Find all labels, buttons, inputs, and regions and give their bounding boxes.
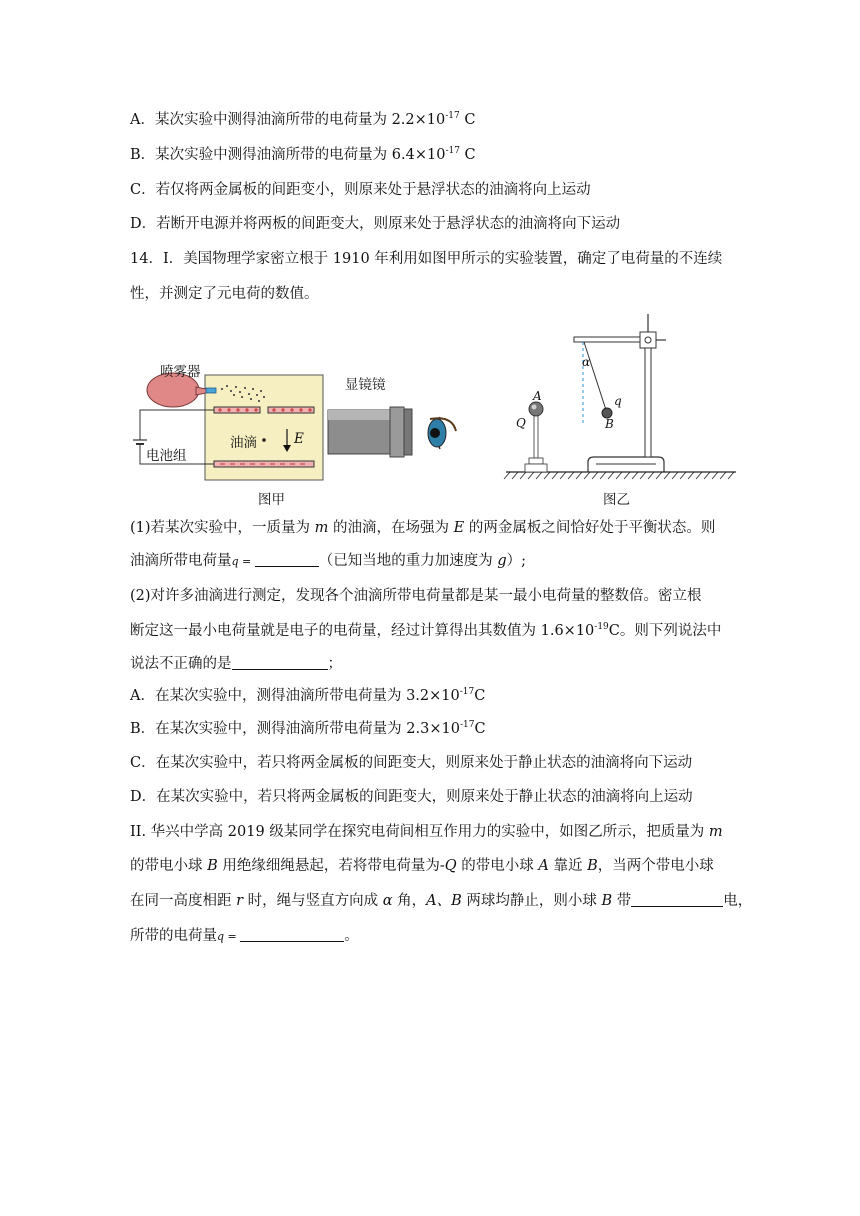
figure-jia	[130, 345, 460, 519]
q14-option-a: A．在某次实验中，测得油滴所带电荷量为 $3.2\times 10^{-17}C$	[130, 687, 486, 704]
oil-drop-label: 油滴	[230, 435, 257, 451]
figure-jia-caption: 图甲	[258, 492, 285, 508]
q14-part2-line1: (2)对许多油滴进行测定，发现各个油滴所带电荷量都是某一最小电荷量的整数倍。密立根	[130, 588, 702, 604]
figure-yi-caption: 图乙	[603, 492, 630, 508]
q13-option-b: B．某次实验中测得油滴所带的电荷量为 $6.4\times 10^{-17}$ C	[130, 146, 476, 163]
answer-blank-3[interactable]	[631, 892, 723, 907]
q14-part1-line2: 油滴所带电荷量q = （已知当地的重力加速度为 g）;	[130, 553, 527, 569]
field-e-label: E	[294, 431, 304, 447]
q14-part1-line1: (1)若某次实验中，一质量为 m 的油滴，在场强为 E 的两金属板之间恰好处于平衡状态。则	[130, 520, 716, 536]
charge-q-label: Q	[516, 416, 526, 430]
figure-yi	[498, 312, 738, 508]
answer-blank-4[interactable]	[240, 927, 344, 942]
ball-a-label: A	[533, 389, 542, 403]
q13-option-d: D．若断开电源并将两板的间距变大，则原来处于悬浮状态的油滴将向下运动	[130, 216, 621, 232]
ball-b-label: B	[605, 417, 614, 431]
battery-label: 电池组	[146, 448, 187, 464]
q14-part2-line2: 断定这一最小电荷量就是电子的电荷量，经过计算得出其数值为 $1.6\times 10^{-19}C$。则下列说法中	[130, 622, 722, 639]
q14-option-c: C．在某次实验中，若只将两金属板的间距变大，则原来处于静止状态的油滴将向下运动	[130, 755, 693, 771]
q14-intro-line2: 性，并测定了元电荷的数值。	[130, 286, 319, 302]
q13-option-a: A．某次实验中测得油滴所带的电荷量为 $2.2\times 10^{-17}$ C	[130, 111, 476, 128]
answer-blank-1[interactable]	[255, 552, 319, 567]
microscope-label: 显镜镜	[345, 377, 386, 393]
q14-option-d: D．在某次实验中，若只将两金属板的间距变大，则原来处于静止状态的油滴将向上运动	[130, 789, 693, 805]
q14-ii-line1: II. 华兴中学高 2019 级某同学在探究电荷间相互作用力的实验中，如图乙所示，把质量为 m	[130, 824, 723, 840]
q14-intro-line1: 14．I．美国物理学家密立根于 1910 年利用如图甲所示的实验装置，确定了电荷量的不连续	[130, 251, 723, 267]
sprayer-label: 喷雾器	[160, 364, 201, 380]
answer-blank-2[interactable]	[232, 655, 328, 670]
q14-part2-line3: 说法不正确的是 ；	[130, 656, 342, 672]
q14-ii-line2: 的带电小球 B 用绝缘细绳悬起，若将带电荷量为-Q 的带电小球 A 靠近 B，当两个带电小球	[130, 858, 714, 874]
q14-ii-line4: 所带的电荷量q = 。	[130, 928, 359, 944]
q-label: q	[614, 394, 622, 408]
q13-option-c: C．若仅将两金属板的间距变小，则原来处于悬浮状态的油滴将向上运动	[130, 182, 591, 198]
alpha-label: α	[582, 355, 591, 369]
q14-ii-line3: 在同一高度相距 r 时，绳与竖直方向成 α 角，A、B 两球均静止，则小球 B 带 电，	[130, 893, 753, 909]
q14-option-b: B．在某次实验中，测得油滴所带电荷量为 $2.3\times 10^{-17}C$	[130, 720, 486, 737]
